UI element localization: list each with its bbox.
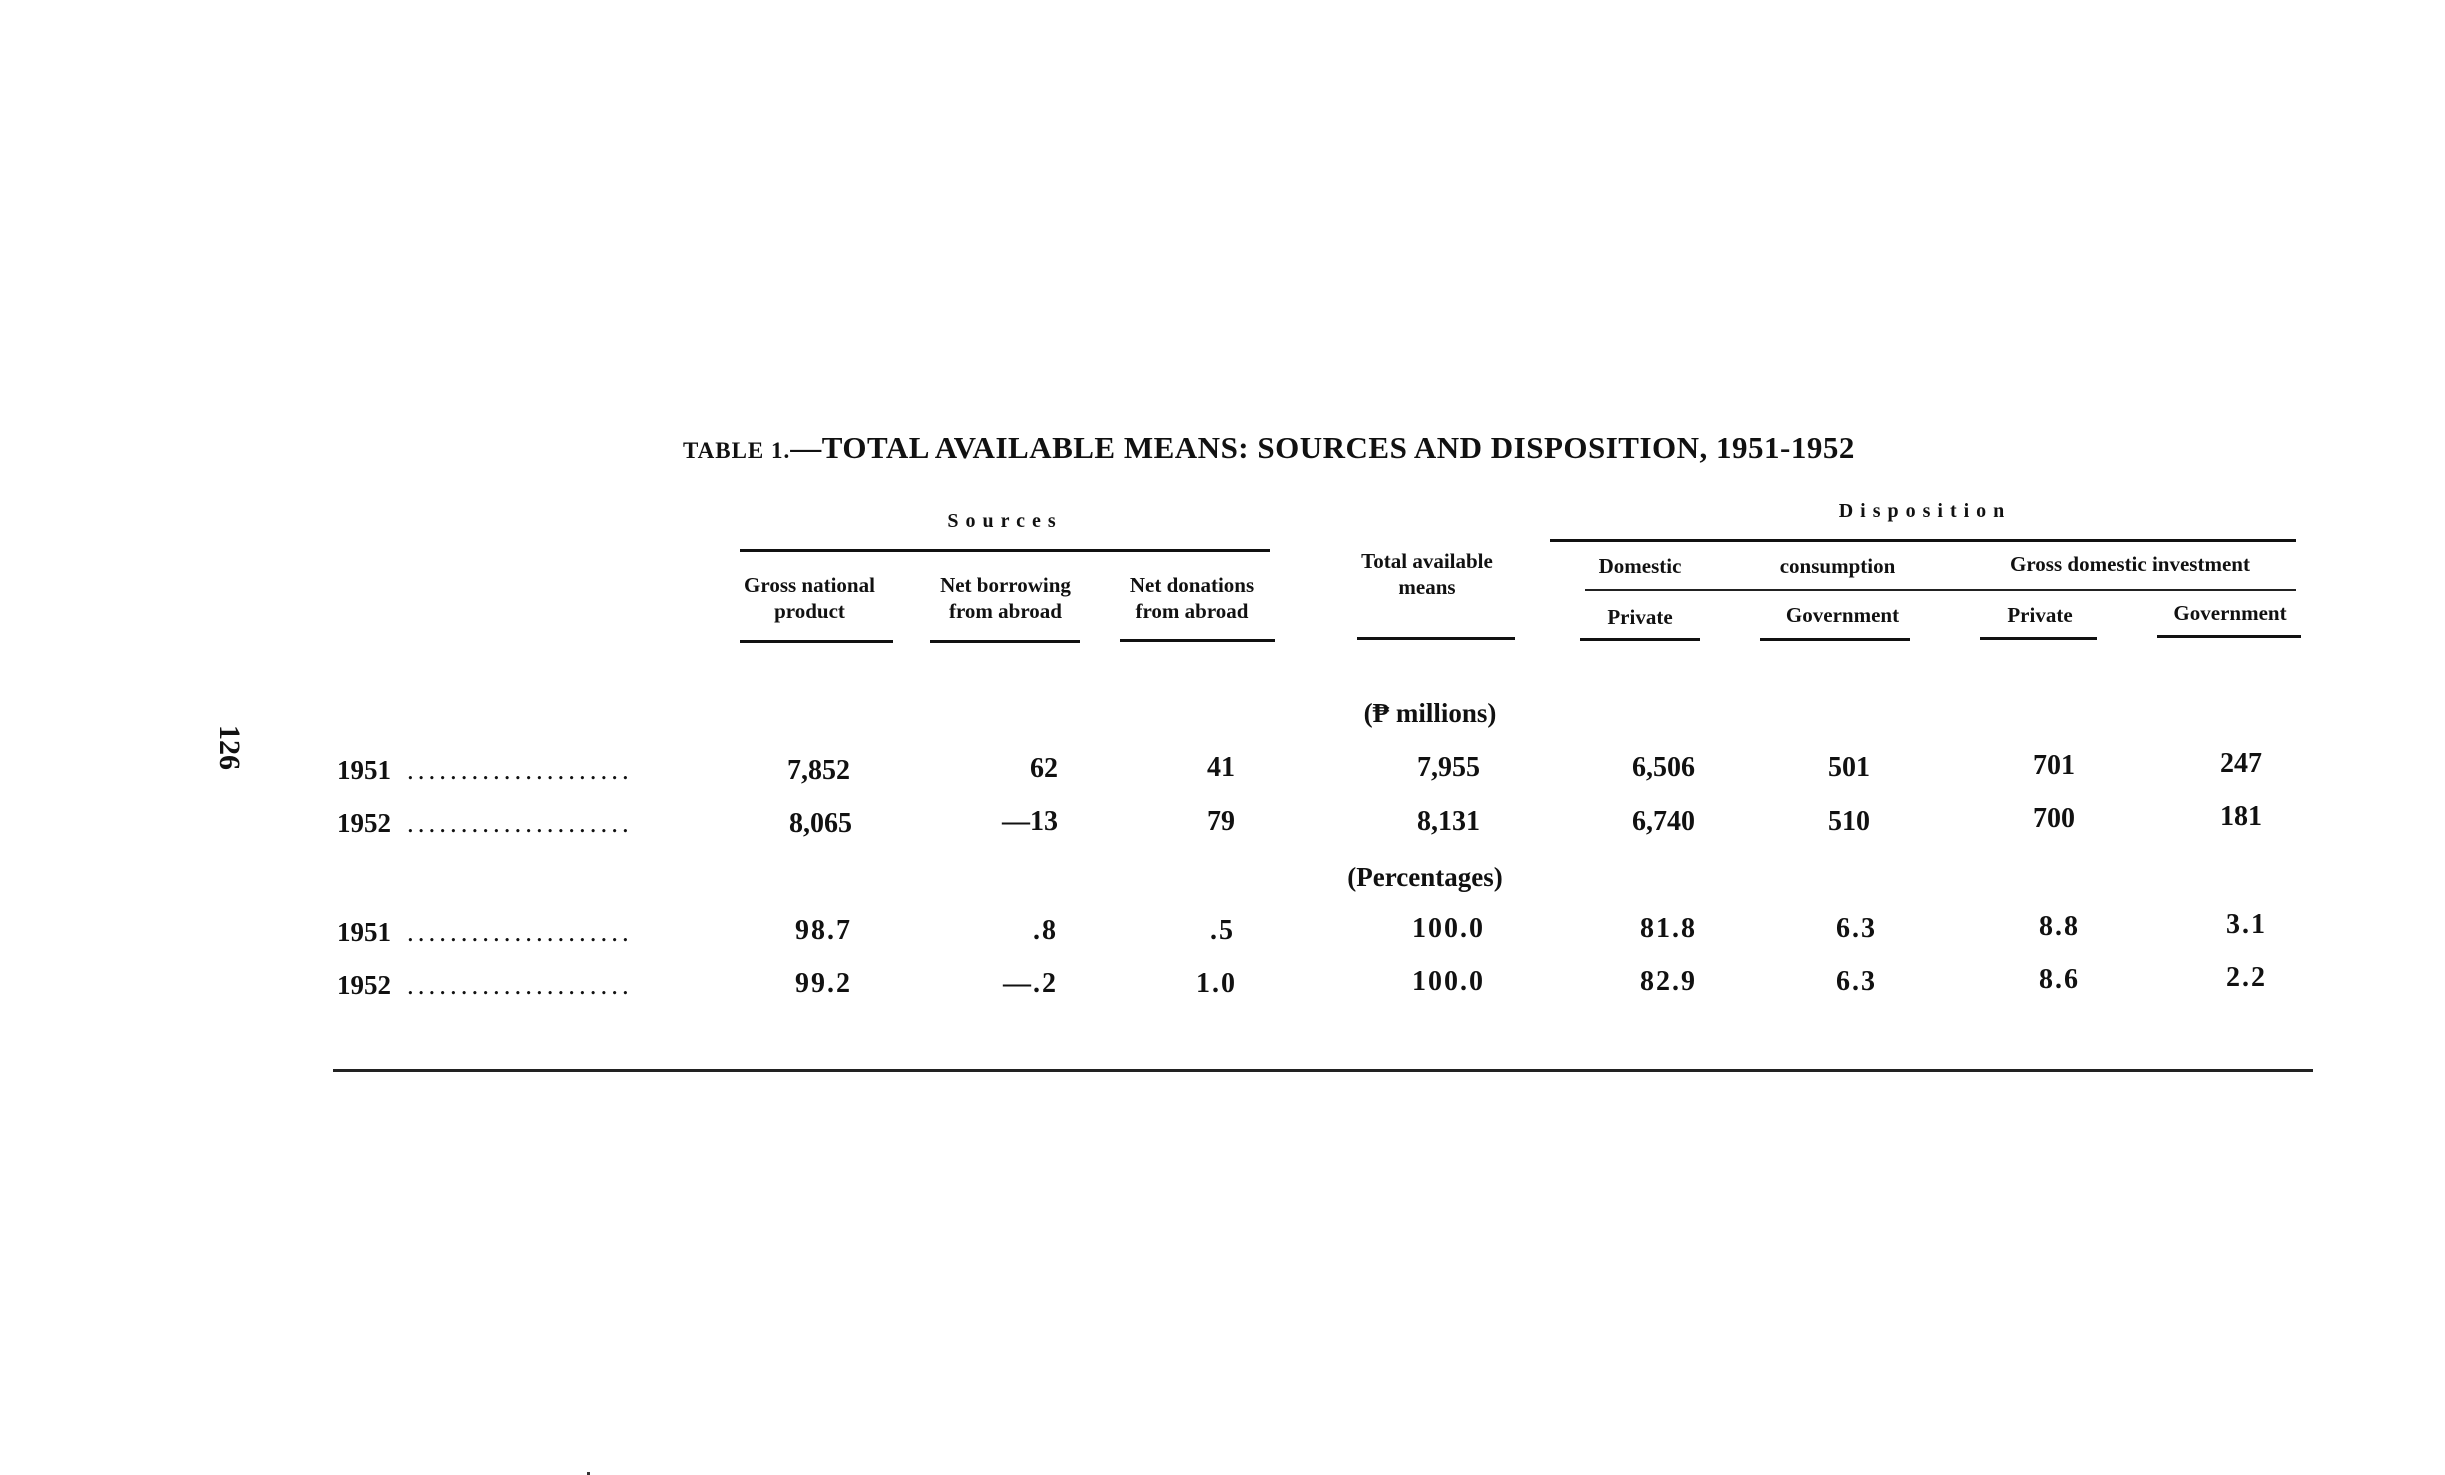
- section-label-percentages: (Percentages): [1347, 862, 1503, 892]
- table-title-prefix: TABLE 1.: [683, 438, 791, 463]
- table-cell: —13: [1002, 806, 1058, 837]
- leader-dots: .....................: [407, 808, 633, 838]
- table-cell: 701: [2033, 750, 2075, 781]
- col-rule-total: [1357, 637, 1515, 640]
- table-cell: 247: [2220, 748, 2262, 779]
- col-header-total-available-means: Total available means: [1361, 549, 1493, 599]
- leader-dots: .....................: [407, 917, 633, 947]
- row-year: 1952: [337, 970, 391, 1000]
- table-cell: 6,740: [1632, 806, 1695, 837]
- row-label: [337, 808, 633, 839]
- disposition-group-header: Disposition: [1838, 500, 2012, 522]
- col-rule-investment-private: [1980, 637, 2097, 640]
- table-cell: 81.8: [1640, 913, 1697, 944]
- leader-dots: .....................: [407, 755, 633, 785]
- col-rule-net-donations: [1120, 639, 1275, 642]
- col-rule-net-borrowing: [930, 640, 1080, 643]
- col-header-investment-government: Government: [2173, 601, 2287, 625]
- col-rule-domestic-private: [1580, 638, 1700, 641]
- col-header-gnp: Gross national product: [744, 573, 875, 623]
- table-cell: 3.1: [2226, 909, 2267, 940]
- domestic-header: Domestic: [1598, 554, 1682, 578]
- table-cell: .8: [1033, 915, 1058, 946]
- table-cell: 100.0: [1412, 966, 1485, 997]
- row-label: [337, 970, 633, 1001]
- row-year: 1951: [337, 755, 391, 785]
- table-cell: 700: [2033, 803, 2075, 834]
- table-cell: 8,065: [789, 808, 852, 839]
- table-cell: 8,131: [1417, 806, 1480, 837]
- section-label-millions: (₱ millions): [1363, 698, 1497, 728]
- row-label: [337, 917, 633, 948]
- gross-domestic-investment-header: Gross domestic investment: [2010, 552, 2250, 576]
- table-cell: 99.2: [795, 968, 852, 999]
- sources-group-header: Sources: [947, 510, 1063, 532]
- col-header-net-borrowing: Net borrowing from abroad: [940, 573, 1071, 623]
- table-cell: 98.7: [795, 915, 852, 946]
- table-cell: .5: [1210, 915, 1235, 946]
- table-cell: 62: [1030, 753, 1058, 784]
- table-title-text: —TOTAL AVAILABLE MEANS: SOURCES AND DISPOSITION, 1951-1952: [790, 430, 1855, 465]
- sources-group-rule: [740, 549, 1270, 552]
- table-cell: 41: [1207, 752, 1235, 783]
- table-bottom-rule: [333, 1069, 2313, 1072]
- table-cell: 100.0: [1412, 913, 1485, 944]
- table-cell: 6.3: [1836, 966, 1877, 997]
- table-cell: 510: [1828, 806, 1870, 837]
- row-year: 1952: [337, 808, 391, 838]
- table-cell: 7,852: [787, 755, 850, 786]
- table-title: [683, 430, 1983, 466]
- row-year: 1951: [337, 917, 391, 947]
- col-rule-investment-government: [2157, 635, 2301, 638]
- col-rule-domestic-government: [1760, 638, 1910, 641]
- table-cell: 2.2: [2226, 962, 2267, 993]
- col-rule-gnp: [740, 640, 893, 643]
- col-header-domestic-government: Government: [1785, 603, 1900, 627]
- table-cell: —.2: [1003, 968, 1058, 999]
- table-cell: 82.9: [1640, 966, 1697, 997]
- disposition-subgroup-rule: [1585, 589, 2296, 591]
- consumption-header: consumption: [1779, 554, 1896, 578]
- row-label: [337, 755, 633, 786]
- table-cell: 1.0: [1196, 968, 1237, 999]
- col-header-domestic-private: Private: [1607, 605, 1673, 629]
- table-cell: 8.8: [2039, 911, 2080, 942]
- disposition-group-rule: [1550, 539, 2296, 542]
- table-cell: 501: [1828, 752, 1870, 783]
- col-header-investment-private: Private: [2007, 603, 2073, 627]
- table-cell: 6.3: [1836, 913, 1877, 944]
- table-cell: 181: [2220, 801, 2262, 832]
- table-cell: 7,955: [1417, 752, 1480, 783]
- table-cell: 79: [1207, 806, 1235, 837]
- col-header-net-donations: Net donations from abroad: [1129, 573, 1255, 623]
- table-cell: 8.6: [2039, 964, 2080, 995]
- page-number: 126: [213, 725, 246, 770]
- table-cell: 6,506: [1632, 752, 1695, 783]
- leader-dots: .....................: [407, 970, 633, 1000]
